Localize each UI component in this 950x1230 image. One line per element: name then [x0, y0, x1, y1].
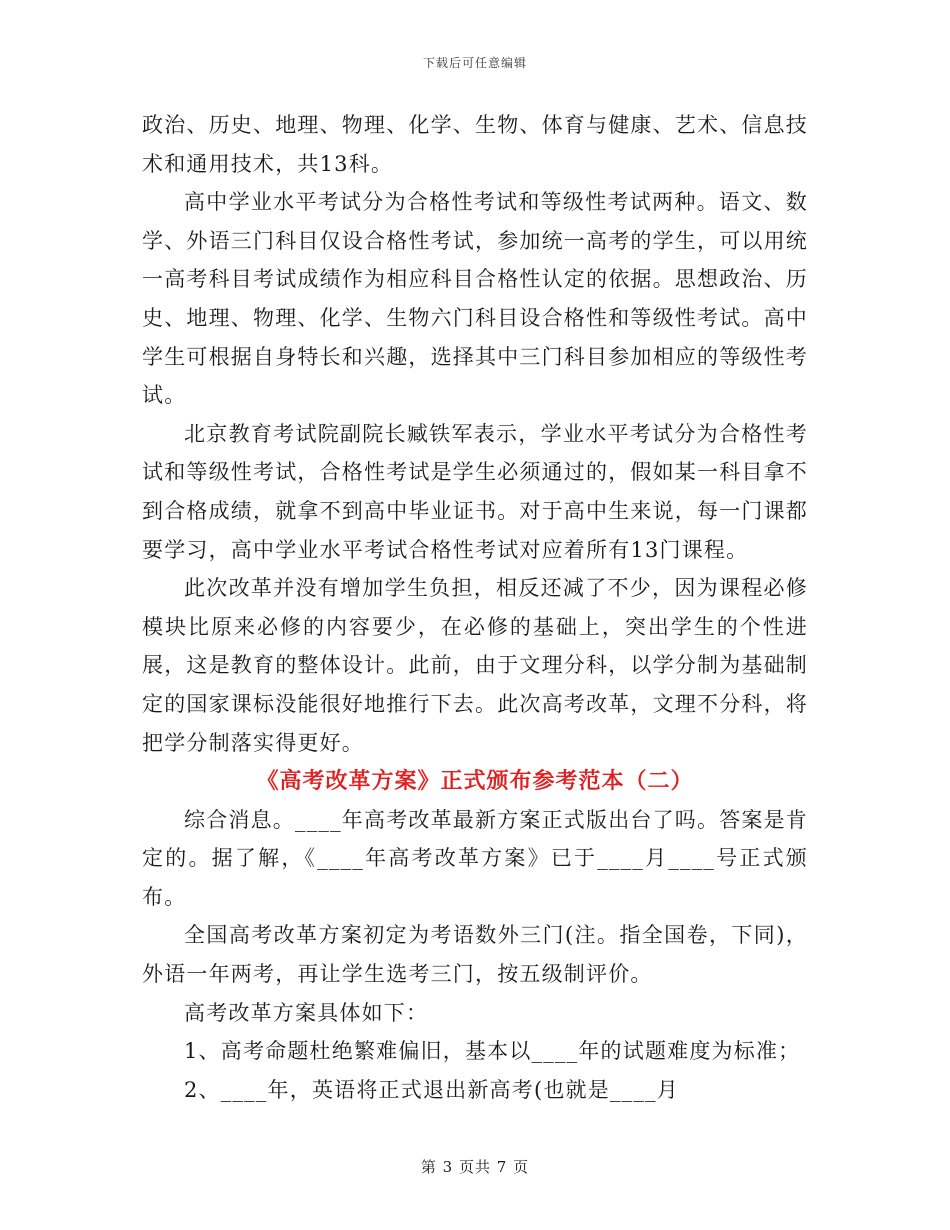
list-item-1: 1、高考命题杜绝繁难偏旧，基本以____年的试题难度为标准； [184, 1039, 801, 1064]
paragraph-official-statement: 北京教育考试院副院长臧铁军表示，学业水平考试分为合格性考试和等级性考试，合格性考试是学生必须通过的，假如某一科目拿不到合格成绩，就拿不到高中毕业证书。对于高中生来说，每一门课都要学习，高中学业水平考试合格性考试对应着所有13门课程。 [142, 421, 808, 562]
paragraph-plan-intro: 高考改革方案具体如下： [184, 1000, 429, 1025]
page-number: 第 3 页共 7 页 [420, 1158, 530, 1176]
paragraph-national-plan: 全国高考改革方案初定为考语数外三门(注。指全国卷，下同)，外语一年两考，再让学生选考三门，按五级制评价。 [142, 923, 808, 987]
paragraph-reform-burden: 此次改革并没有增加学生负担，相反还减了不少，因为课程必修模块比原来必修的内容要少，在必修的基础上，突出学生的个性进展，这是教育的整体设计。此前，由于文理分科，以学分制为基础制定的国家课标没能很好地推行下去。此次高考改革，文理不分科，将把学分制落实得更好。 [142, 576, 808, 755]
list-item-2: 2、____年，英语将正式退出新高考(也就是____月 [184, 1077, 679, 1102]
header-note: 下载后可任意编辑 [422, 56, 527, 70]
paragraph-news-summary: 综合消息。____年高考改革最新方案正式版出台了吗。答案是肯定的。据了解，《____年高考改革方案》已于____月____号正式颁布。 [142, 807, 808, 909]
paragraph-subjects-continued: 政治、历史、地理、物理、化学、生物、体育与健康、艺术、信息技术和通用技术，共13科。 [142, 113, 808, 176]
document-body [142, 106, 808, 1109]
paragraph-exam-types: 高中学业水平考试分为合格性考试和等级性考试两种。语文、数学、外语三门科目仅设合格性考试，参加统一高考的学生，可以用统一高考科目考试成绩作为相应科目合格性认定的依据。思想政治、历史、地理、物理、化学、生物六门科目设合格性和等级性考试。高中学生可根据自身特长和兴趣，选择其中三门科目参加相应的等级性考试。 [142, 190, 808, 408]
section-title: 《高考改革方案》正式颁布参考范本（二） [256, 768, 694, 795]
